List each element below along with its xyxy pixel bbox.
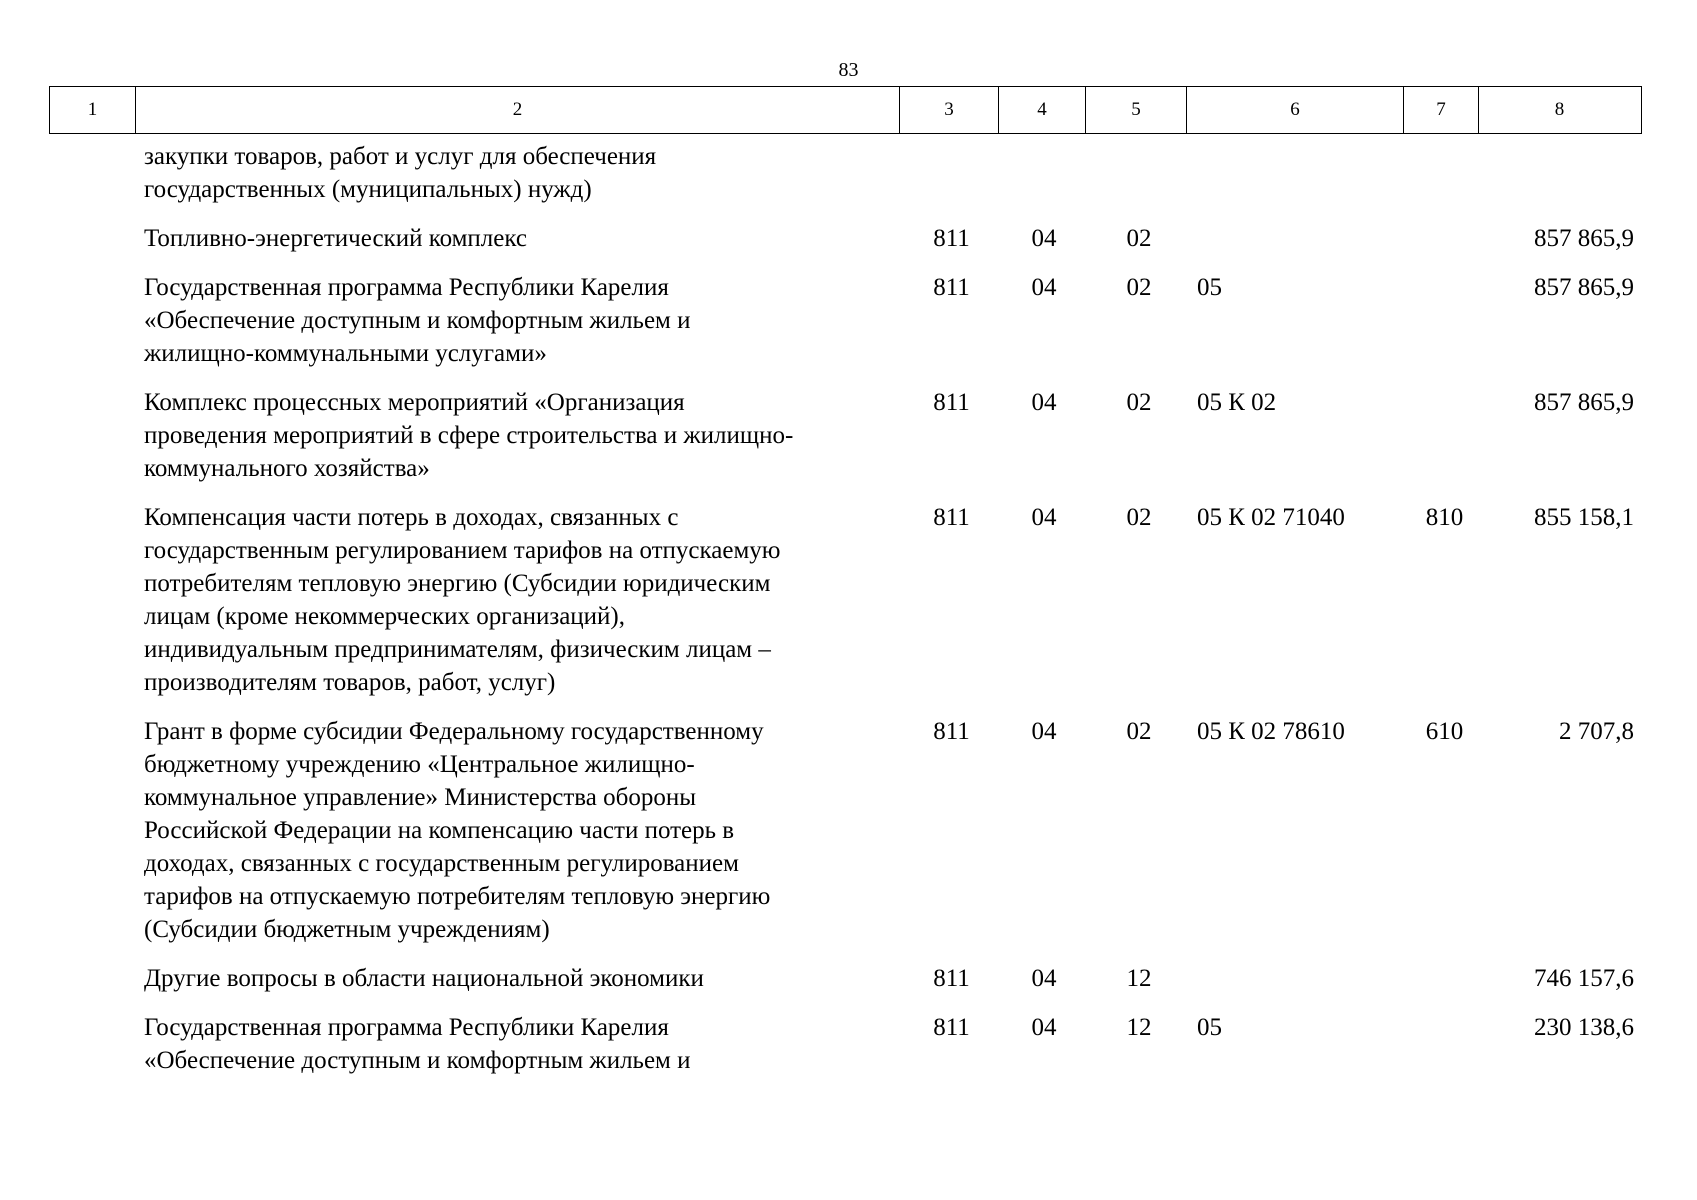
row-code-5: 12 [1126,1014,1152,1041]
row-name: Топливно-энергетический комплекс [144,225,527,252]
row-code-3: 811 [933,389,970,416]
column-header-4: 4 [999,87,1086,133]
column-header-7: 7 [1404,87,1479,133]
row-code-7 [1407,962,1482,995]
row-code-5 [1089,140,1189,206]
row-code-3 [904,140,999,206]
row-code-7: 810 [1425,504,1464,531]
row-code-6 [1189,140,1407,206]
column-header-5: 5 [1086,87,1187,133]
row-code-6: 05 К 02 71040 [1197,504,1345,531]
column-header-1: 1 [50,87,136,133]
row-name: Грант в форме субсидии Федеральному государственному бюджетному учреждению «Центральное жилищно- коммунальное управление» Министерства обороны Российской Федерации на компенсацию части потерь в доходах, связанных с государственным регулированием тарифов на отпускаемую потребителям тепловую энергию (Субсидии бюджетным учреждениям) [144,718,771,943]
row-code-5: 02 [1126,504,1152,531]
row-code-6 [1189,962,1407,995]
row-code-6: 05 К 02 [1197,389,1277,416]
budget-table-body [49,140,1642,1093]
row-amount [1482,140,1642,206]
column-header-3: 3 [900,87,999,133]
row-code-3: 811 [933,965,970,992]
row-amount: 746 157,6 [1534,965,1634,992]
row-code-4: 04 [1031,504,1057,531]
column-number-header [49,86,1642,134]
column-header-6: 6 [1187,87,1404,133]
row-code-3: 811 [933,504,970,531]
row-amount: 2 707,8 [1559,718,1634,745]
row-amount: 857 865,9 [1534,389,1634,416]
table-row [49,140,1642,206]
column-header-2: 2 [136,87,900,133]
row-code-7 [1407,140,1482,206]
table-row [49,1011,1642,1077]
column-header-8: 8 [1554,99,1565,120]
row-code-5: 02 [1126,718,1152,745]
row-code-4: 04 [1031,225,1057,252]
row-code-4 [999,140,1089,206]
row-code-7 [1407,222,1482,255]
row-code-4: 04 [1031,718,1057,745]
row-code-4: 04 [1031,389,1057,416]
row-code-6: 05 К 02 78610 [1197,718,1345,745]
row-amount: 857 865,9 [1534,274,1634,301]
row-code-7 [1407,386,1482,485]
row-code-5: 02 [1126,225,1152,252]
row-code-4: 04 [1031,1014,1057,1041]
row-name: Комплекс процессных мероприятий «Организация проведения мероприятий в сфере строительства и жилищно- коммунального хозяйства» [144,389,794,482]
row-code-3: 811 [933,718,970,745]
row-code-3: 811 [933,1014,970,1041]
table-row [49,386,1642,485]
row-code-5: 02 [1126,274,1152,301]
row-code-7 [1407,1011,1482,1077]
page-number: 83 [838,59,859,81]
table-row [49,501,1642,699]
row-amount: 230 138,6 [1534,1014,1634,1041]
row-code-3: 811 [933,274,970,301]
table-row [49,962,1642,995]
row-name: Государственная программа Республики Карелия «Обеспечение доступным и комфортным жильем и [144,1014,691,1074]
table-row [49,715,1642,946]
row-amount: 855 158,1 [1534,504,1634,531]
row-code-3: 811 [933,225,970,252]
row-code-5: 12 [1126,965,1152,992]
row-code-7 [1407,271,1482,370]
table-row [49,271,1642,370]
row-code-4: 04 [1031,965,1057,992]
row-name: Компенсация части потерь в доходах, связанных с государственным регулированием тарифов на отпускаемую потребителям тепловую энергию (Субсидии юридическим лицам (кроме некоммерческих организаций), индивидуальным предпринимателям, физическим лицам – производителям товаров, работ, услуг) [144,504,781,696]
row-name: Государственная программа Республики Карелия «Обеспечение доступным и комфортным жильем и жилищно-коммунальными услугами» [144,274,691,367]
row-code-5: 02 [1126,389,1152,416]
row-code-6: 05 [1197,1014,1222,1041]
row-code-4: 04 [1031,274,1057,301]
row-name: Другие вопросы в области национальной экономики [144,965,704,992]
table-row [49,222,1642,255]
row-code-7: 610 [1425,718,1464,745]
row-amount: 857 865,9 [1534,225,1634,252]
row-name: закупки товаров, работ и услуг для обеспечения государственных (муниципальных) нужд) [144,143,657,203]
row-code-6: 05 [1197,274,1222,301]
row-code-6 [1189,222,1407,255]
